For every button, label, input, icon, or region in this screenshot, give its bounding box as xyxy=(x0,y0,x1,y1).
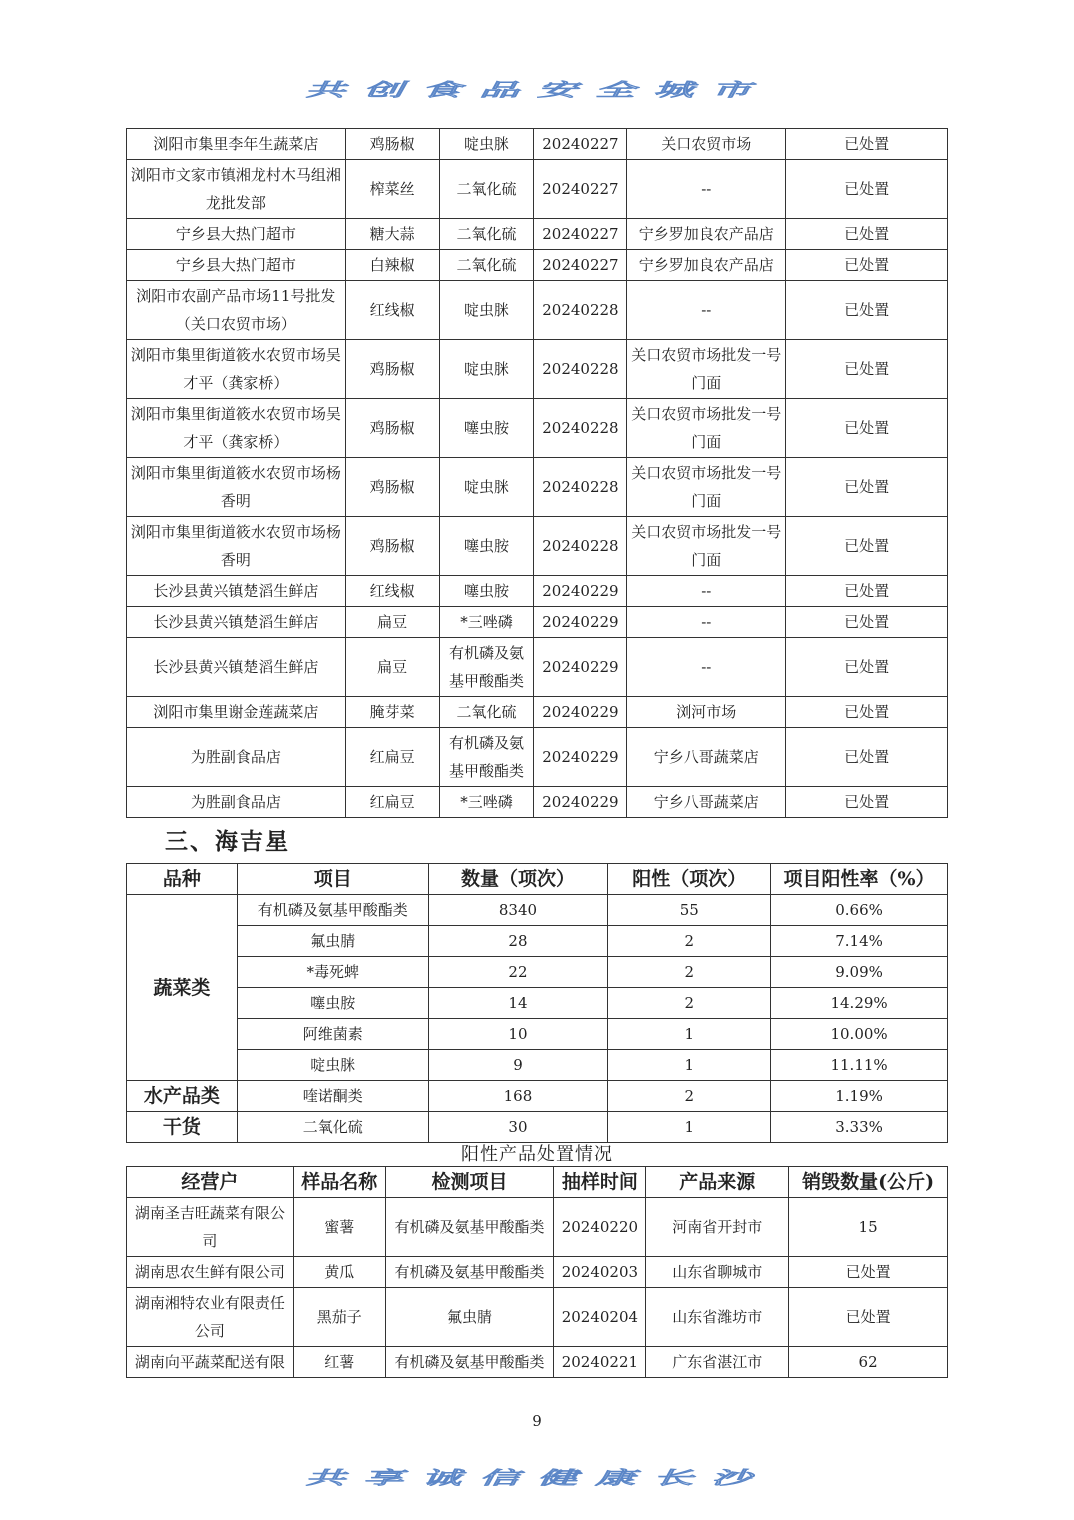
table-row xyxy=(127,458,948,517)
table-cell: 宁乡县大热门超市 xyxy=(127,219,346,250)
table-cell: 2 xyxy=(608,957,771,988)
table-cell: 关口农贸市场批发一号门面 xyxy=(627,458,786,517)
table-cell: 20240229 xyxy=(534,638,627,697)
category-cell: 蔬菜类 xyxy=(127,895,238,1081)
table-cell: 20240228 xyxy=(534,281,627,340)
table-cell: 浏阳市文家市镇湘龙村木马组湘龙批发部 xyxy=(127,160,346,219)
table-row xyxy=(127,1198,948,1257)
table-cell: 已处置 xyxy=(786,607,948,638)
table-cell: -- xyxy=(627,638,786,697)
column-header: 销毁数量(公斤) xyxy=(789,1167,948,1198)
table-cell: -- xyxy=(627,160,786,219)
table-row xyxy=(127,895,948,926)
table-cell: 关口农贸市场批发一号门面 xyxy=(627,517,786,576)
table-cell: 浏阳市集里街道筱水农贸市场吴才平（龚家桥） xyxy=(127,340,346,399)
table-cell: 为胜副食品店 xyxy=(127,728,346,787)
table-cell: 10 xyxy=(428,1019,608,1050)
table-cell: 20240227 xyxy=(534,250,627,281)
table-cell: 已处置 xyxy=(786,517,948,576)
table-cell: 长沙县黄兴镇楚滔生鲜店 xyxy=(127,607,346,638)
table-cell: 已处置 xyxy=(786,281,948,340)
table-cell: 11.11% xyxy=(771,1050,948,1081)
table-cell: 为胜副食品店 xyxy=(127,787,346,818)
table-cell: 已处置 xyxy=(786,576,948,607)
page-number: 9 xyxy=(532,1412,542,1430)
table-cell: 2 xyxy=(608,926,771,957)
table-cell: -- xyxy=(627,281,786,340)
table-cell: 20240229 xyxy=(534,576,627,607)
table-row xyxy=(127,399,948,458)
table-cell: 鸡肠椒 xyxy=(345,517,439,576)
column-header: 项目阳性率（%） xyxy=(771,864,948,895)
table-cell: 已处置 xyxy=(786,160,948,219)
table-cell: 噻虫胺 xyxy=(439,517,534,576)
table-cell: 黑茄子 xyxy=(293,1288,385,1347)
table-cell: 20240228 xyxy=(534,458,627,517)
table-cell: 已处置 xyxy=(786,250,948,281)
table-cell: *三唑磷 xyxy=(439,787,534,818)
table-cell: 22 xyxy=(428,957,608,988)
table-row xyxy=(127,787,948,818)
category-cell: 水产品类 xyxy=(127,1081,238,1112)
table-cell: 已处置 xyxy=(786,638,948,697)
table-cell: 20240228 xyxy=(534,517,627,576)
table-cell: 1.19% xyxy=(771,1081,948,1112)
table-cell: 湖南湘特农业有限责任公司 xyxy=(127,1288,294,1347)
table-cell: 有机磷及氨基甲酸酯类 xyxy=(439,728,534,787)
table-cell: 浏阳市集里街道筱水农贸市场杨香明 xyxy=(127,517,346,576)
table-cell: 喹诺酮类 xyxy=(237,1081,428,1112)
table-cell: 浏阳市集里李年生蔬菜店 xyxy=(127,129,346,160)
table-cell: 啶虫脒 xyxy=(237,1050,428,1081)
table-cell: 长沙县黄兴镇楚滔生鲜店 xyxy=(127,638,346,697)
column-header: 项目 xyxy=(237,864,428,895)
table-cell: *三唑磷 xyxy=(439,607,534,638)
table-cell: 二氧化硫 xyxy=(439,697,534,728)
table-cell: 噻虫胺 xyxy=(237,988,428,1019)
table-row xyxy=(127,1288,948,1347)
table-cell: 20240204 xyxy=(554,1288,646,1347)
table-cell: 啶虫脒 xyxy=(439,340,534,399)
table-cell: 168 xyxy=(428,1081,608,1112)
table-cell: -- xyxy=(627,576,786,607)
table-cell: 9.09% xyxy=(771,957,948,988)
table-cell: 20240229 xyxy=(534,697,627,728)
table-row xyxy=(127,638,948,697)
table-cell: 20240220 xyxy=(554,1198,646,1257)
table-cell: 有机磷及氨基甲酸酯类 xyxy=(385,1347,554,1378)
table-cell: 二氧化硫 xyxy=(237,1112,428,1143)
column-header: 产品来源 xyxy=(646,1167,789,1198)
table-cell: 红线椒 xyxy=(345,281,439,340)
table-cell: 糖大蒜 xyxy=(345,219,439,250)
table-cell: 0.66% xyxy=(771,895,948,926)
table-cell: 长沙县黄兴镇楚滔生鲜店 xyxy=(127,576,346,607)
table-cell: 噻虫胺 xyxy=(439,399,534,458)
column-header: 品种 xyxy=(127,864,238,895)
table-cell: 关口农贸市场 xyxy=(627,129,786,160)
table-cell: 鸡肠椒 xyxy=(345,458,439,517)
table-cell: 20240228 xyxy=(534,340,627,399)
table-cell: 氟虫腈 xyxy=(385,1288,554,1347)
table-cell: 浏河市场 xyxy=(627,697,786,728)
table-cell: 20240229 xyxy=(534,607,627,638)
table-cell: 15 xyxy=(789,1198,948,1257)
table-cell: 宁乡八哥蔬菜店 xyxy=(627,787,786,818)
table-row xyxy=(127,697,948,728)
column-header: 抽样时间 xyxy=(554,1167,646,1198)
table-cell: 榨菜丝 xyxy=(345,160,439,219)
table-cell: 已处置 xyxy=(789,1257,948,1288)
table-cell: 红扁豆 xyxy=(345,787,439,818)
table-cell: 55 xyxy=(608,895,771,926)
table-cell: 已处置 xyxy=(786,399,948,458)
table-cell: 扁豆 xyxy=(345,638,439,697)
table-cell: 红扁豆 xyxy=(345,728,439,787)
table-cell: 8340 xyxy=(428,895,608,926)
table-row xyxy=(127,607,948,638)
footer-banner: 共享诚信健康长沙 xyxy=(305,1467,769,1489)
table-row xyxy=(127,988,948,1019)
table-cell: 浏阳市集里街道筱水农贸市场杨香明 xyxy=(127,458,346,517)
table-cell: 浏阳市集里街道筱水农贸市场吴才平（龚家桥） xyxy=(127,399,346,458)
table-cell: 蜜薯 xyxy=(293,1198,385,1257)
table-cell: 广东省湛江市 xyxy=(646,1347,789,1378)
table-cell: 20240227 xyxy=(534,219,627,250)
table-cell: 20240227 xyxy=(534,160,627,219)
table-cell: 二氧化硫 xyxy=(439,160,534,219)
table-cell: 浏阳市农副产品市场11号批发（关口农贸市场） xyxy=(127,281,346,340)
table-cell: 鸡肠椒 xyxy=(345,340,439,399)
table-row xyxy=(127,517,948,576)
column-header: 检测项目 xyxy=(385,1167,554,1198)
table-row xyxy=(127,728,948,787)
table-row xyxy=(127,1347,948,1378)
category-cell: 干货 xyxy=(127,1112,238,1143)
table-cell: 湖南思农生鲜有限公司 xyxy=(127,1257,294,1288)
table-cell: 腌芽菜 xyxy=(345,697,439,728)
disposal-caption: 阳性产品处置情况 xyxy=(461,1144,613,1165)
table-row xyxy=(127,1019,948,1050)
disposal-table-continued xyxy=(126,128,948,818)
table-cell: 白辣椒 xyxy=(345,250,439,281)
table-cell: 已处置 xyxy=(786,697,948,728)
table-cell: 二氧化硫 xyxy=(439,250,534,281)
table-cell: 氟虫腈 xyxy=(237,926,428,957)
table-cell: 已处置 xyxy=(786,787,948,818)
table-cell: 有机磷及氨基甲酸酯类 xyxy=(385,1257,554,1288)
table-cell: 鸡肠椒 xyxy=(345,399,439,458)
column-header: 样品名称 xyxy=(293,1167,385,1198)
table-cell: 河南省开封市 xyxy=(646,1198,789,1257)
table-cell: 10.00% xyxy=(771,1019,948,1050)
haijixing-stats-table xyxy=(126,863,948,1143)
table-cell: 已处置 xyxy=(786,728,948,787)
section-title: 三、海吉星 xyxy=(165,828,290,855)
table-cell: 关口农贸市场批发一号门面 xyxy=(627,340,786,399)
table-cell: 扁豆 xyxy=(345,607,439,638)
table-row xyxy=(127,281,948,340)
table-cell: 山东省聊城市 xyxy=(646,1257,789,1288)
table-cell: -- xyxy=(627,607,786,638)
table-row xyxy=(127,1050,948,1081)
table-cell: 14 xyxy=(428,988,608,1019)
table-cell: 7.14% xyxy=(771,926,948,957)
column-header: 阳性（项次） xyxy=(608,864,771,895)
table-cell: 14.29% xyxy=(771,988,948,1019)
table-cell: 山东省潍坊市 xyxy=(646,1288,789,1347)
table-cell: 浏阳市集里谢金莲蔬菜店 xyxy=(127,697,346,728)
table-cell: 二氧化硫 xyxy=(439,219,534,250)
table-cell: 20240221 xyxy=(554,1347,646,1378)
table-cell: 阿维菌素 xyxy=(237,1019,428,1050)
column-header: 数量（项次） xyxy=(428,864,608,895)
table-cell: 有机磷及氨基甲酸酯类 xyxy=(385,1198,554,1257)
table-cell: 1 xyxy=(608,1019,771,1050)
table-cell: 宁乡八哥蔬菜店 xyxy=(627,728,786,787)
table-cell: 宁乡罗加良农产品店 xyxy=(627,219,786,250)
table-cell: 2 xyxy=(608,988,771,1019)
table-cell: 宁乡罗加良农产品店 xyxy=(627,250,786,281)
positive-products-table xyxy=(126,1166,948,1378)
table-cell: *毒死蜱 xyxy=(237,957,428,988)
table-cell: 黄瓜 xyxy=(293,1257,385,1288)
table-cell: 已处置 xyxy=(786,458,948,517)
table-row xyxy=(127,340,948,399)
table-cell: 9 xyxy=(428,1050,608,1081)
table-row xyxy=(127,160,948,219)
table-row xyxy=(127,1112,948,1143)
table-cell: 已处置 xyxy=(786,219,948,250)
table-cell: 20240203 xyxy=(554,1257,646,1288)
table-cell: 1 xyxy=(608,1050,771,1081)
table-row xyxy=(127,1257,948,1288)
table-cell: 宁乡县大热门超市 xyxy=(127,250,346,281)
table-cell: 已处置 xyxy=(789,1288,948,1347)
table-cell: 3.33% xyxy=(771,1112,948,1143)
table-row xyxy=(127,576,948,607)
column-header: 经营户 xyxy=(127,1167,294,1198)
table-cell: 20240227 xyxy=(534,129,627,160)
table-row xyxy=(127,219,948,250)
table-cell: 20240229 xyxy=(534,787,627,818)
table-row xyxy=(127,957,948,988)
table-row xyxy=(127,250,948,281)
table-cell: 啶虫脒 xyxy=(439,458,534,517)
table-row xyxy=(127,926,948,957)
table-cell: 2 xyxy=(608,1081,771,1112)
table-cell: 20240229 xyxy=(534,728,627,787)
table-cell: 噻虫胺 xyxy=(439,576,534,607)
table-row xyxy=(127,1081,948,1112)
table-cell: 有机磷及氨基甲酸酯类 xyxy=(439,638,534,697)
table-cell: 1 xyxy=(608,1112,771,1143)
table-cell: 湖南向平蔬菜配送有限 xyxy=(127,1347,294,1378)
table-cell: 鸡肠椒 xyxy=(345,129,439,160)
header-banner: 共创食品安全城市 xyxy=(305,79,769,101)
table-cell: 62 xyxy=(789,1347,948,1378)
table-cell: 28 xyxy=(428,926,608,957)
table-cell: 红薯 xyxy=(293,1347,385,1378)
table-cell: 关口农贸市场批发一号门面 xyxy=(627,399,786,458)
table-cell: 湖南圣吉旺蔬菜有限公司 xyxy=(127,1198,294,1257)
table-cell: 已处置 xyxy=(786,129,948,160)
table-cell: 有机磷及氨基甲酸酯类 xyxy=(237,895,428,926)
table-row xyxy=(127,129,948,160)
table-cell: 20240228 xyxy=(534,399,627,458)
table-cell: 啶虫脒 xyxy=(439,129,534,160)
table-cell: 啶虫脒 xyxy=(439,281,534,340)
table-cell: 30 xyxy=(428,1112,608,1143)
table-cell: 红线椒 xyxy=(345,576,439,607)
table-cell: 已处置 xyxy=(786,340,948,399)
